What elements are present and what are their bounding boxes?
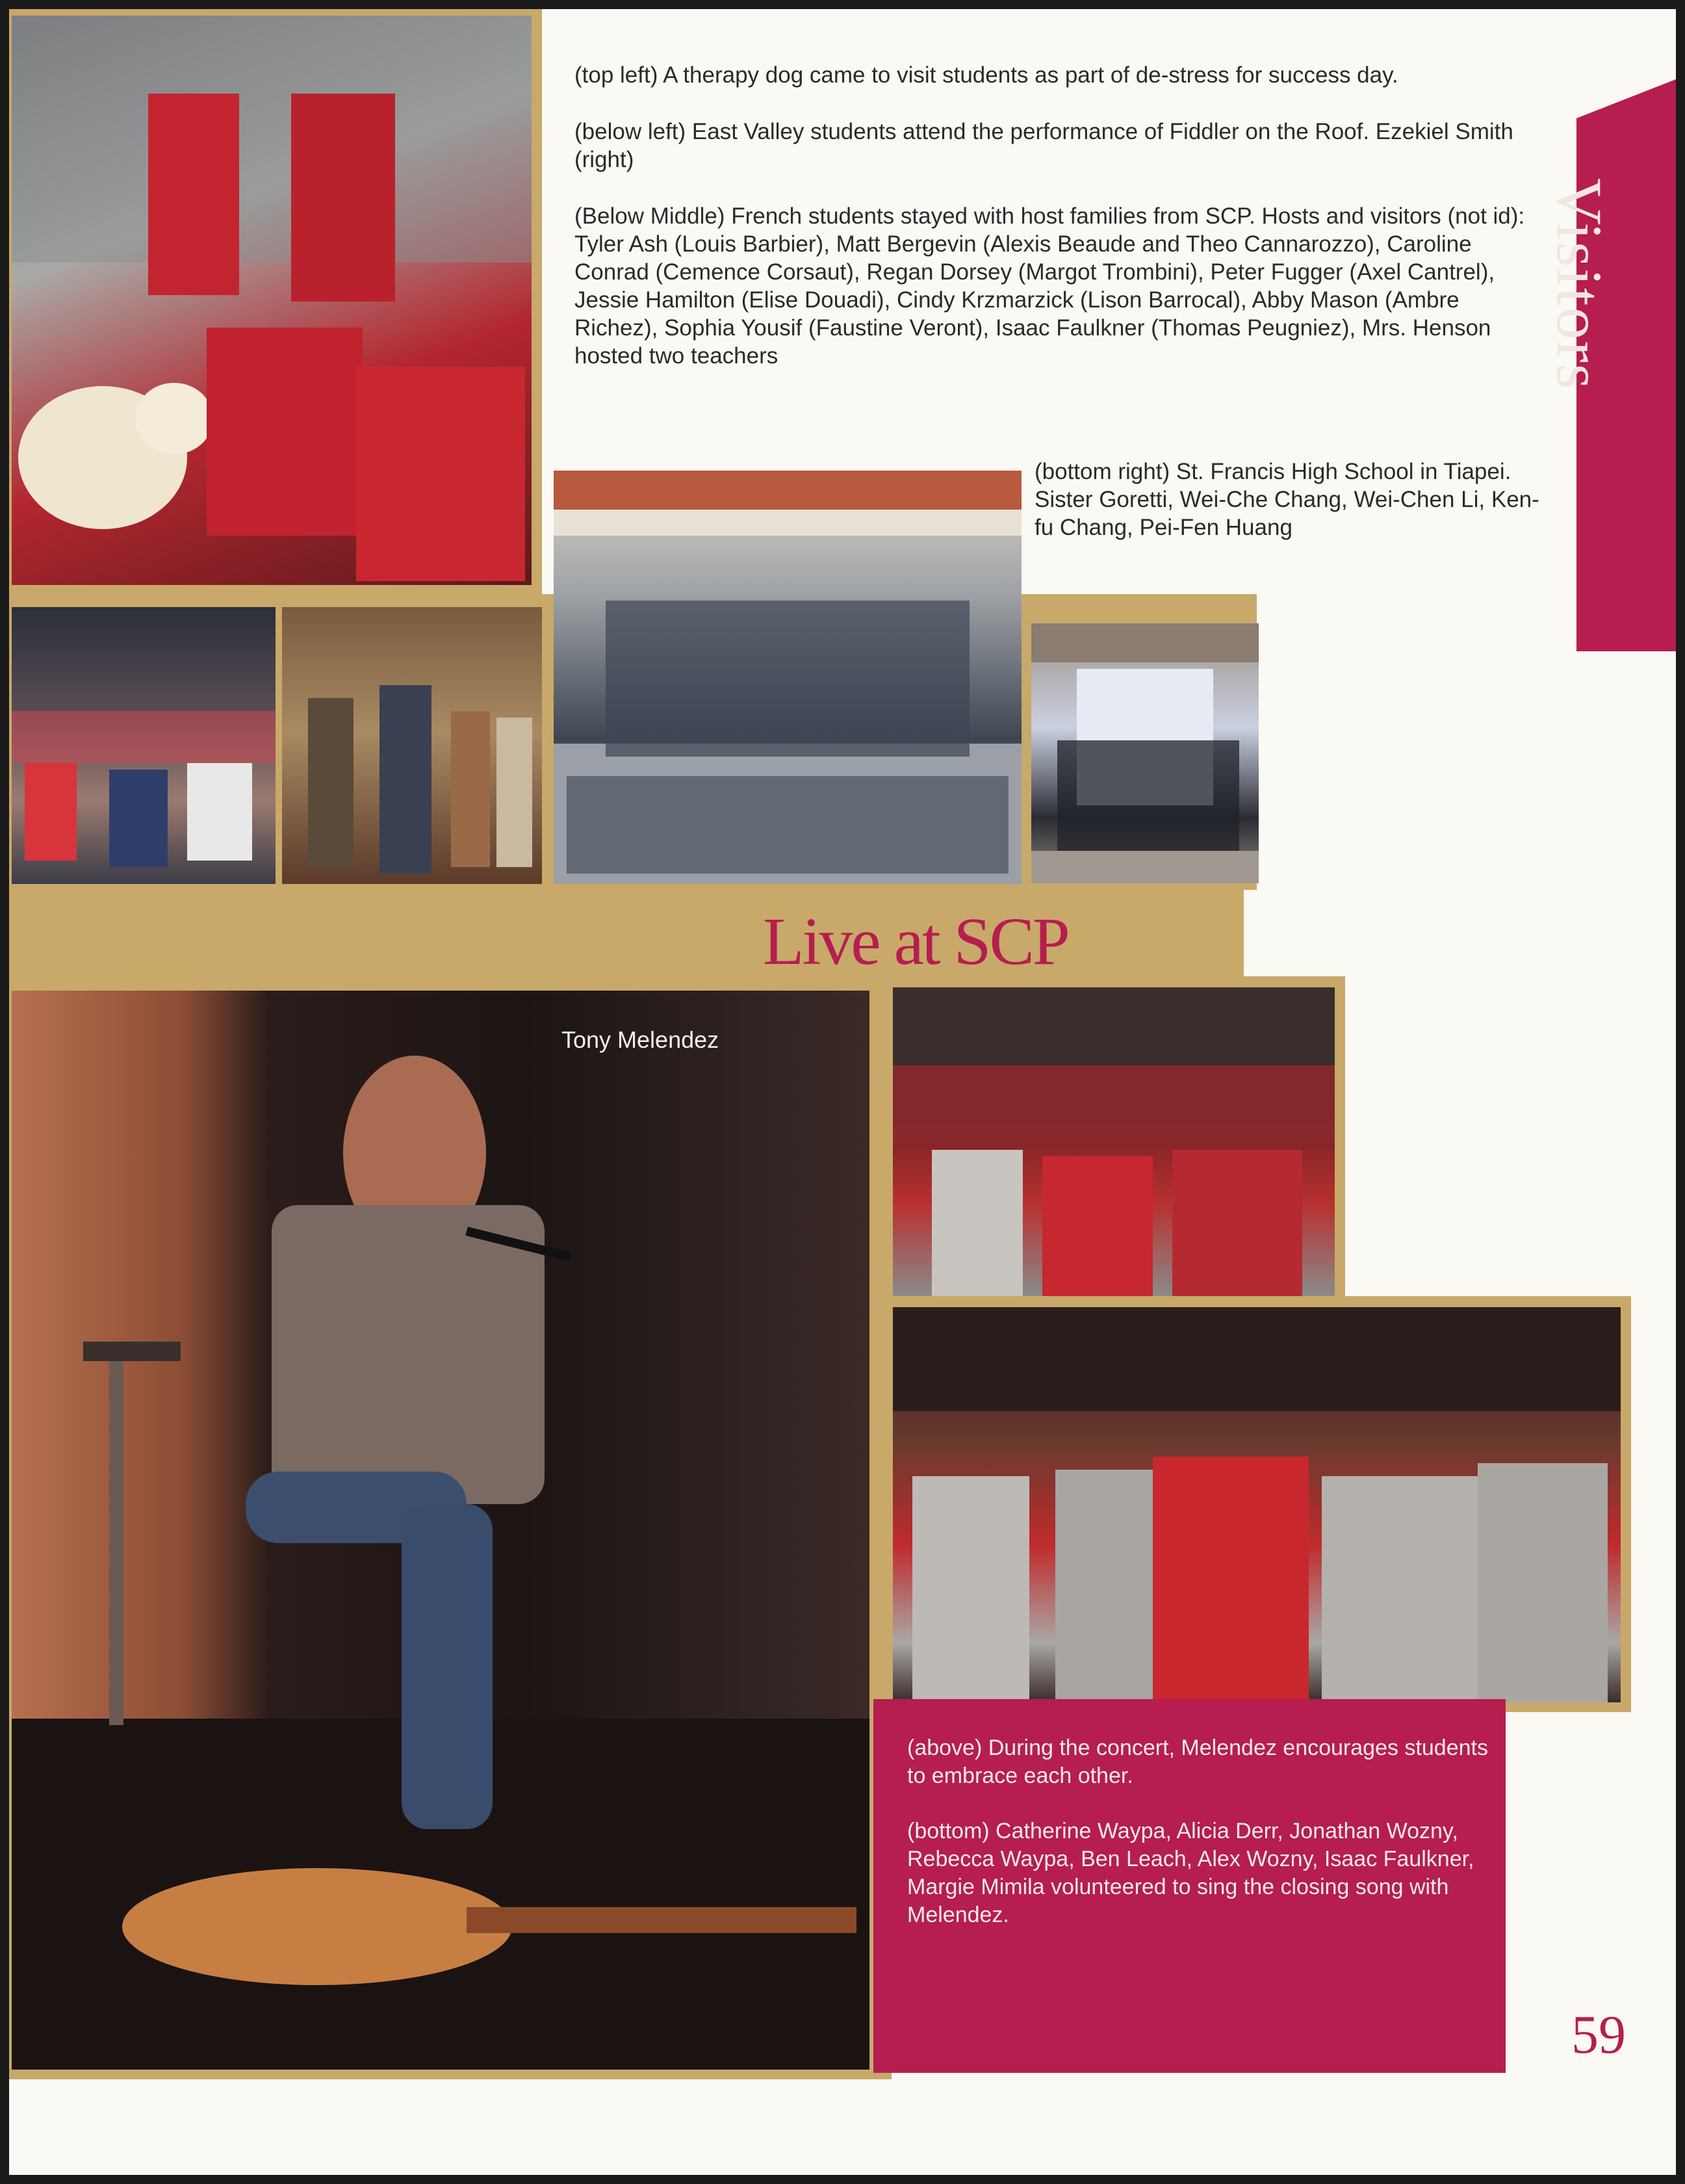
caption-taipei-block (1035, 458, 1541, 570)
caption-box-concert (873, 1699, 1506, 2073)
page-number: 59 (1571, 2005, 1626, 2065)
caption-therapy-dog: (top left) A therapy dog came to visit students as part of de-stress for success day. (574, 62, 1398, 88)
headline: Live at SCP (763, 904, 1068, 979)
photo-east-valley-students (12, 607, 276, 884)
photo-fiddler-on-the-roof (282, 607, 542, 884)
yearbook-page (9, 9, 1676, 2175)
photo-st-francis-taipei (1031, 623, 1259, 883)
caption-closing-song: (bottom) Catherine Waypa, Alicia Derr, Jonathan Wozny, Rebecca Waypa, Ben Leach, Alex Wozny, Isaac Faulkner, Margie Mimila volunteered to sing the closing song with Melendez. (907, 1819, 1474, 1927)
caption-east-valley: (below left) East Valley students attend the performance of Fiddler on the Roof. Ezekiel Smith (right) (574, 119, 1513, 172)
photo-label-tony-melendez: Tony Melendez (561, 1026, 719, 1053)
caption-taipei: (bottom right) St. Francis High School in Tiapei. Sister Goretti, Wei-Che Chang, Wei-Chen Li, Ken-fu Chang, Pei-Fen Huang (1035, 459, 1539, 540)
caption-french-students: (Below Middle) French students stayed with host families from SCP. Hosts and visitors (not id): Tyler Ash (Louis Barbier), Matt Bergevin (Alexis Beaude and Theo Cannarozzo), Caroline Conrad (Cemence Corsaut), Regan Dorsey (Margot Trombini), Peter Fugger (Axel Cantrel), Jessie Hamilton (Elise Douadi), Cindy Krzmarzick (Lison Barrocal), Abby Mason (Ambre Richez), Sophia Yousif (Faustine Veront), Isaac Faulkner (Thomas Peugniez), Mrs. Henson hosted two teachers (574, 203, 1525, 369)
section-tab-label: Visitors (1543, 178, 1615, 391)
photo-therapy-dog (12, 16, 532, 585)
caption-concert-embrace: (above) During the concert, Melendez encourages students to embrace each other. (907, 1736, 1488, 1788)
photo-closing-song-singers (893, 1307, 1621, 1702)
photo-tony-melendez (12, 991, 869, 2070)
photo-french-exchange-students (554, 471, 1022, 884)
captions-top (574, 61, 1536, 398)
photo-students-embrace (893, 987, 1335, 1296)
